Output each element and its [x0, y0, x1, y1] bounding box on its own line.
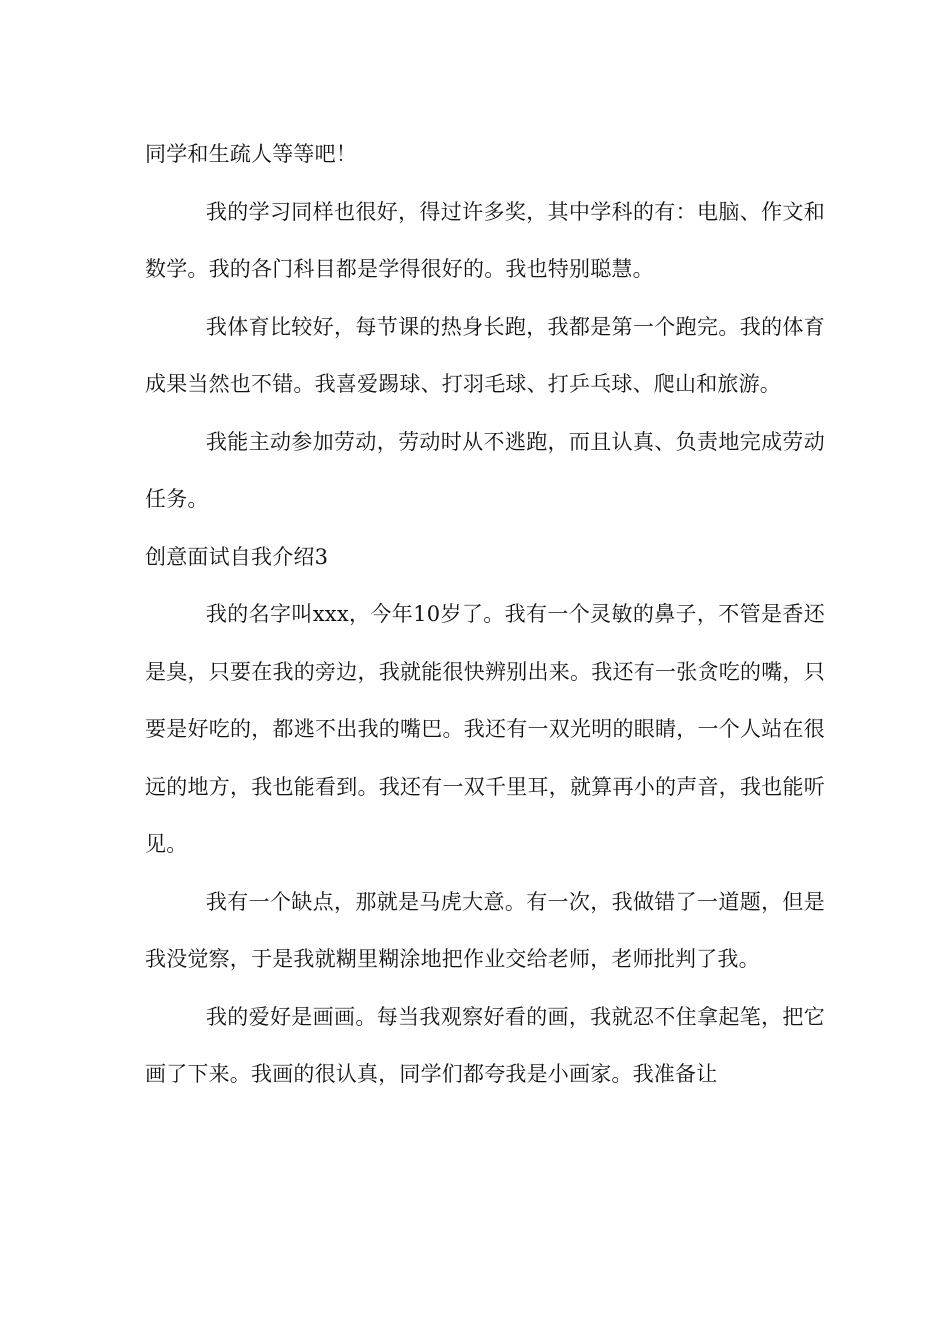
paragraph-sports: 我体育比较好，每节课的热身长跑，我都是第一个跑完。我的体育成果当然也不错。我喜爱踢球、打羽毛球、打乒乓球、爬山和旅游。	[145, 314, 825, 396]
paragraph-labor: 我能主动参加劳动，劳动时从不逃跑，而且认真、负责地完成劳动任务。	[145, 429, 825, 511]
paragraph-study: 我的学习同样也很好，得过许多奖，其中学科的有：电脑、作文和数学。我的各门科目都是学得很好的。我也特别聪慧。	[145, 199, 825, 281]
paragraph-continuation: 同学和生疏人等等吧！	[145, 142, 357, 166]
document-body	[145, 126, 825, 1104]
section-heading: 创意面试自我介绍3	[145, 544, 329, 569]
paragraph-shortcoming: 我有一个缺点，那就是马虎大意。有一次，我做错了一道题，但是我没觉察，于是我就糊里糊涂地把作业交给老师，老师批判了我。	[145, 889, 825, 971]
paragraph-introduction: 我的名字叫xxx，今年10岁了。我有一个灵敏的鼻子，不管是香还是臭，只要在我的旁边，我就能很快辨别出来。我还有一张贪吃的嘴，只要是好吃的，都逃不出我的嘴巴。我还有一双光明的眼睛，一个人站在很远的地方，我也能看到。我还有一双千里耳，就算再小的声音，我也能听见。	[145, 602, 825, 856]
paragraph-hobby: 我的爱好是画画。每当我观察好看的画，我就忍不住拿起笔，把它画了下来。我画的很认真，同学们都夸我是小画家。我准备让	[145, 1004, 825, 1086]
